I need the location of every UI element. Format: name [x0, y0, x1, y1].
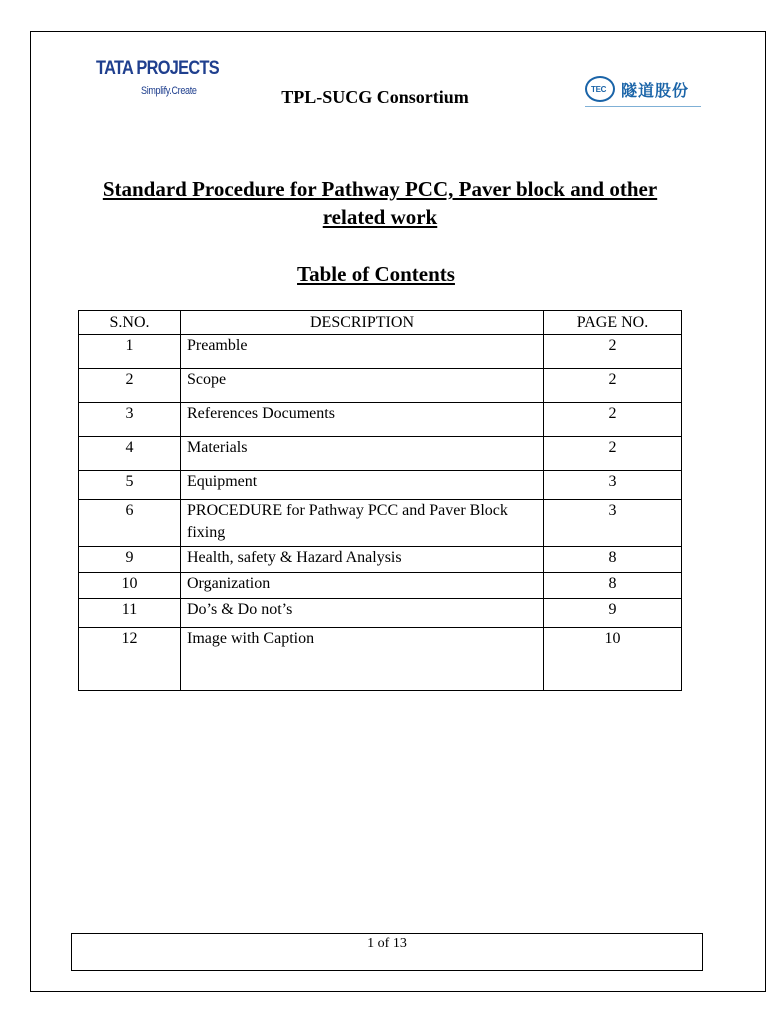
toc-sno: 10	[79, 573, 181, 599]
toc-description: Preamble	[181, 335, 544, 369]
table-row	[79, 335, 682, 369]
toc-page: 2	[544, 335, 682, 369]
table-row	[79, 573, 682, 599]
toc-description: Image with Caption	[181, 628, 544, 691]
logo-tagline: Simplify.Create	[141, 85, 197, 97]
tec-logo	[585, 74, 705, 110]
toc-page: 8	[544, 573, 682, 599]
tec-emblem-text: TEC	[591, 85, 607, 94]
toc-sno: 5	[79, 471, 181, 500]
toc-sno: 4	[79, 437, 181, 471]
col-header-sno: S.NO.	[79, 311, 181, 335]
page-footer	[71, 933, 703, 971]
table-row	[79, 500, 682, 547]
tec-logo-underline	[585, 106, 701, 107]
logo-brand-text: TATA PROJECTS	[96, 58, 219, 79]
toc-page: 10	[544, 628, 682, 691]
toc-heading: Table of Contents	[297, 262, 455, 286]
toc-table	[78, 310, 682, 691]
toc-page: 2	[544, 437, 682, 471]
toc-header-row	[79, 311, 682, 335]
toc-page: 9	[544, 599, 682, 628]
toc-description: References Documents	[181, 403, 544, 437]
toc-page: 3	[544, 471, 682, 500]
header-title-text: TPL-SUCG Consortium	[281, 87, 469, 107]
table-row	[79, 437, 682, 471]
table-row	[79, 599, 682, 628]
table-row	[79, 369, 682, 403]
table-row	[79, 403, 682, 437]
toc-description: Health, safety & Hazard Analysis	[181, 547, 544, 573]
tec-logo-text: 隧道股份	[621, 81, 690, 100]
toc-description: Scope	[181, 369, 544, 403]
table-row	[79, 471, 682, 500]
toc-sno: 3	[79, 403, 181, 437]
toc-description: Do’s & Do not’s	[181, 599, 544, 628]
page-number: 1 of 13	[367, 936, 407, 951]
table-row	[79, 628, 682, 691]
toc-sno: 2	[79, 369, 181, 403]
toc-description: Equipment	[181, 471, 544, 500]
document-title: Standard Procedure for Pathway PCC, Paver block and other related work	[102, 177, 658, 229]
toc-description: PROCEDURE for Pathway PCC and Paver Block fixing	[181, 500, 544, 547]
toc-sno: 12	[79, 628, 181, 691]
toc-page: 2	[544, 403, 682, 437]
toc-page: 2	[544, 369, 682, 403]
toc-sno: 1	[79, 335, 181, 369]
toc-sno: 6	[79, 500, 181, 547]
toc-page: 3	[544, 500, 682, 547]
col-header-description: DESCRIPTION	[181, 311, 544, 335]
toc-description: Materials	[181, 437, 544, 471]
toc-page: 8	[544, 547, 682, 573]
table-row	[79, 547, 682, 573]
col-header-page: PAGE NO.	[544, 311, 682, 335]
toc-sno: 11	[79, 599, 181, 628]
toc-sno: 9	[79, 547, 181, 573]
toc-description: Organization	[181, 573, 544, 599]
